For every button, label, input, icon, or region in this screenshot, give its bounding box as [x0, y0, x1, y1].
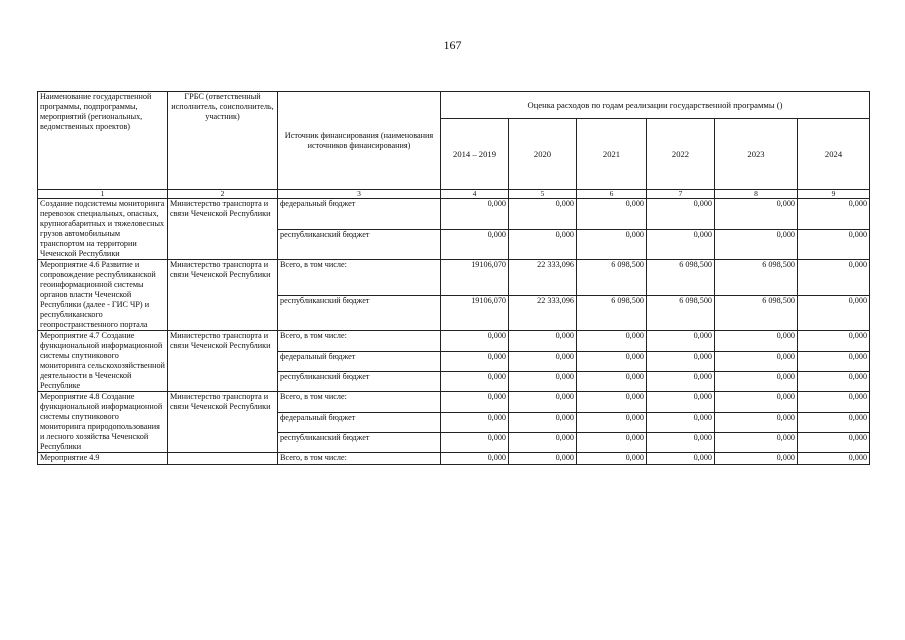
funding-source: Всего, в том числе: — [278, 260, 441, 296]
page-number: 167 — [443, 38, 462, 52]
expense-value: 22 333,096 — [509, 295, 577, 331]
expense-value: 0,000 — [647, 199, 715, 230]
column-number: 3 — [278, 190, 441, 199]
column-number: 5 — [509, 190, 577, 199]
responsible-executor: Министерство транспорта и связи Чеченской Республики — [168, 199, 278, 260]
column-number: 7 — [647, 190, 715, 199]
column-number: 6 — [577, 190, 647, 199]
expense-value: 0,000 — [715, 432, 798, 452]
expense-value: 0,000 — [577, 331, 647, 351]
expense-value: 0,000 — [798, 371, 870, 391]
expense-value: 0,000 — [577, 392, 647, 412]
column-number: 8 — [715, 190, 798, 199]
budget-table — [37, 91, 870, 465]
expense-value: 0,000 — [647, 331, 715, 351]
expense-value: 0,000 — [441, 392, 509, 412]
expense-value: 0,000 — [647, 453, 715, 465]
funding-source: Всего, в том числе: — [278, 392, 441, 412]
expense-value: 0,000 — [441, 331, 509, 351]
expense-value: 0,000 — [509, 412, 577, 432]
expense-value: 0,000 — [509, 229, 577, 260]
header-name: Наименование государственной программы, подпрограммы, мероприятий (региональных, ведомственных проектов) — [38, 92, 168, 190]
expense-value: 0,000 — [577, 371, 647, 391]
expense-value: 0,000 — [715, 371, 798, 391]
header-year: 2023 — [715, 119, 798, 190]
table-row — [38, 392, 870, 412]
expense-value: 0,000 — [715, 331, 798, 351]
expense-value: 0,000 — [441, 199, 509, 230]
responsible-executor: Министерство транспорта и связи Чеченской Республики — [168, 331, 278, 392]
expense-value: 0,000 — [577, 432, 647, 452]
header-year: 2014 – 2019 — [441, 119, 509, 190]
header-source: Источник финансирования (наименования источников финансирования) — [278, 92, 441, 190]
expense-value: 6 098,500 — [647, 260, 715, 296]
header-year: 2022 — [647, 119, 715, 190]
column-number: 9 — [798, 190, 870, 199]
expense-value: 0,000 — [798, 392, 870, 412]
expense-value: 0,000 — [509, 199, 577, 230]
expense-value: 0,000 — [441, 351, 509, 371]
measure-name: Мероприятие 4.8 Создание функциональной информационной системы спутникового мониторинга природопользования и лесного хозяйства Чеченской Республики — [38, 392, 168, 453]
expense-value: 0,000 — [509, 351, 577, 371]
expense-value: 0,000 — [509, 371, 577, 391]
column-number: 2 — [168, 190, 278, 199]
expense-value: 0,000 — [798, 412, 870, 432]
responsible-executor — [168, 453, 278, 465]
expense-value: 0,000 — [509, 432, 577, 452]
expense-value: 0,000 — [798, 351, 870, 371]
funding-source: республиканский бюджет — [278, 432, 441, 452]
expense-value: 0,000 — [798, 331, 870, 351]
table-row — [38, 453, 870, 465]
expense-value: 0,000 — [509, 453, 577, 465]
funding-source: республиканский бюджет — [278, 371, 441, 391]
expense-value: 0,000 — [577, 229, 647, 260]
measure-name: Мероприятие 4.6 Развитие и сопровождение республиканской геоинформационной системы органов власти Чеченской Республики (далее - ГИС ЧР) и республиканского геопространственного портала — [38, 260, 168, 331]
expense-value: 22 333,096 — [509, 260, 577, 296]
header-grbs: ГРБС (ответственный исполнитель, соисполнитель, участник) — [168, 92, 278, 190]
expense-value: 0,000 — [715, 351, 798, 371]
funding-source: федеральный бюджет — [278, 412, 441, 432]
funding-source: федеральный бюджет — [278, 351, 441, 371]
funding-source: Всего, в том числе: — [278, 453, 441, 465]
expense-value: 0,000 — [647, 371, 715, 391]
expense-value: 0,000 — [509, 392, 577, 412]
expense-value: 0,000 — [715, 453, 798, 465]
expense-value: 0,000 — [798, 260, 870, 296]
responsible-executor: Министерство транспорта и связи Чеченской Республики — [168, 260, 278, 331]
expense-value: 6 098,500 — [577, 260, 647, 296]
funding-source: федеральный бюджет — [278, 199, 441, 230]
expense-value: 0,000 — [647, 351, 715, 371]
expense-value: 0,000 — [577, 453, 647, 465]
expense-value: 0,000 — [441, 432, 509, 452]
expense-value: 0,000 — [647, 229, 715, 260]
expense-value: 6 098,500 — [577, 295, 647, 331]
funding-source: республиканский бюджет — [278, 295, 441, 331]
table-body — [38, 199, 870, 465]
header-year: 2024 — [798, 119, 870, 190]
column-number: 4 — [441, 190, 509, 199]
funding-source: Всего, в том числе: — [278, 331, 441, 351]
expense-value: 6 098,500 — [647, 295, 715, 331]
expense-value: 0,000 — [647, 412, 715, 432]
expense-value: 0,000 — [715, 199, 798, 230]
expense-value: 0,000 — [798, 295, 870, 331]
expense-value: 0,000 — [441, 229, 509, 260]
expense-value: 0,000 — [798, 453, 870, 465]
expense-value: 6 098,500 — [715, 295, 798, 331]
expense-value: 0,000 — [577, 199, 647, 230]
column-number: 1 — [38, 190, 168, 199]
measure-name: Мероприятие 4.7 Создание функциональной информационной системы спутникового мониторинга сельскохозяйственной деятельности в Чеченской Республике — [38, 331, 168, 392]
expense-value: 19106,070 — [441, 260, 509, 296]
expense-value: 0,000 — [798, 199, 870, 230]
expense-value: 0,000 — [798, 229, 870, 260]
expense-value: 0,000 — [441, 412, 509, 432]
expense-value: 0,000 — [715, 412, 798, 432]
expense-value: 0,000 — [509, 331, 577, 351]
expense-value: 0,000 — [715, 229, 798, 260]
expense-value: 0,000 — [577, 412, 647, 432]
table-row — [38, 331, 870, 351]
header-year: 2021 — [577, 119, 647, 190]
measure-name: Создание подсистемы мониторинга перевозок специальных, опасных, крупногабаритных и тяжеловесных грузов автомобильным транспортом на территории Чеченской Республики — [38, 199, 168, 260]
expense-value: 0,000 — [647, 432, 715, 452]
measure-name: Мероприятие 4.9 — [38, 453, 168, 465]
expense-value: 0,000 — [715, 392, 798, 412]
expense-value: 19106,070 — [441, 295, 509, 331]
header-expense-group: Оценка расходов по годам реализации государственной программы () — [441, 92, 870, 119]
expense-value: 0,000 — [577, 351, 647, 371]
expense-value: 0,000 — [798, 432, 870, 452]
expense-value: 0,000 — [441, 453, 509, 465]
table-row — [38, 199, 870, 230]
table-row — [38, 260, 870, 296]
responsible-executor: Министерство транспорта и связи Чеченской Республики — [168, 392, 278, 453]
expense-value: 0,000 — [441, 371, 509, 391]
header-year: 2020 — [509, 119, 577, 190]
funding-source: республиканский бюджет — [278, 229, 441, 260]
expense-value: 0,000 — [647, 392, 715, 412]
column-number-row — [38, 190, 870, 199]
expense-value: 6 098,500 — [715, 260, 798, 296]
